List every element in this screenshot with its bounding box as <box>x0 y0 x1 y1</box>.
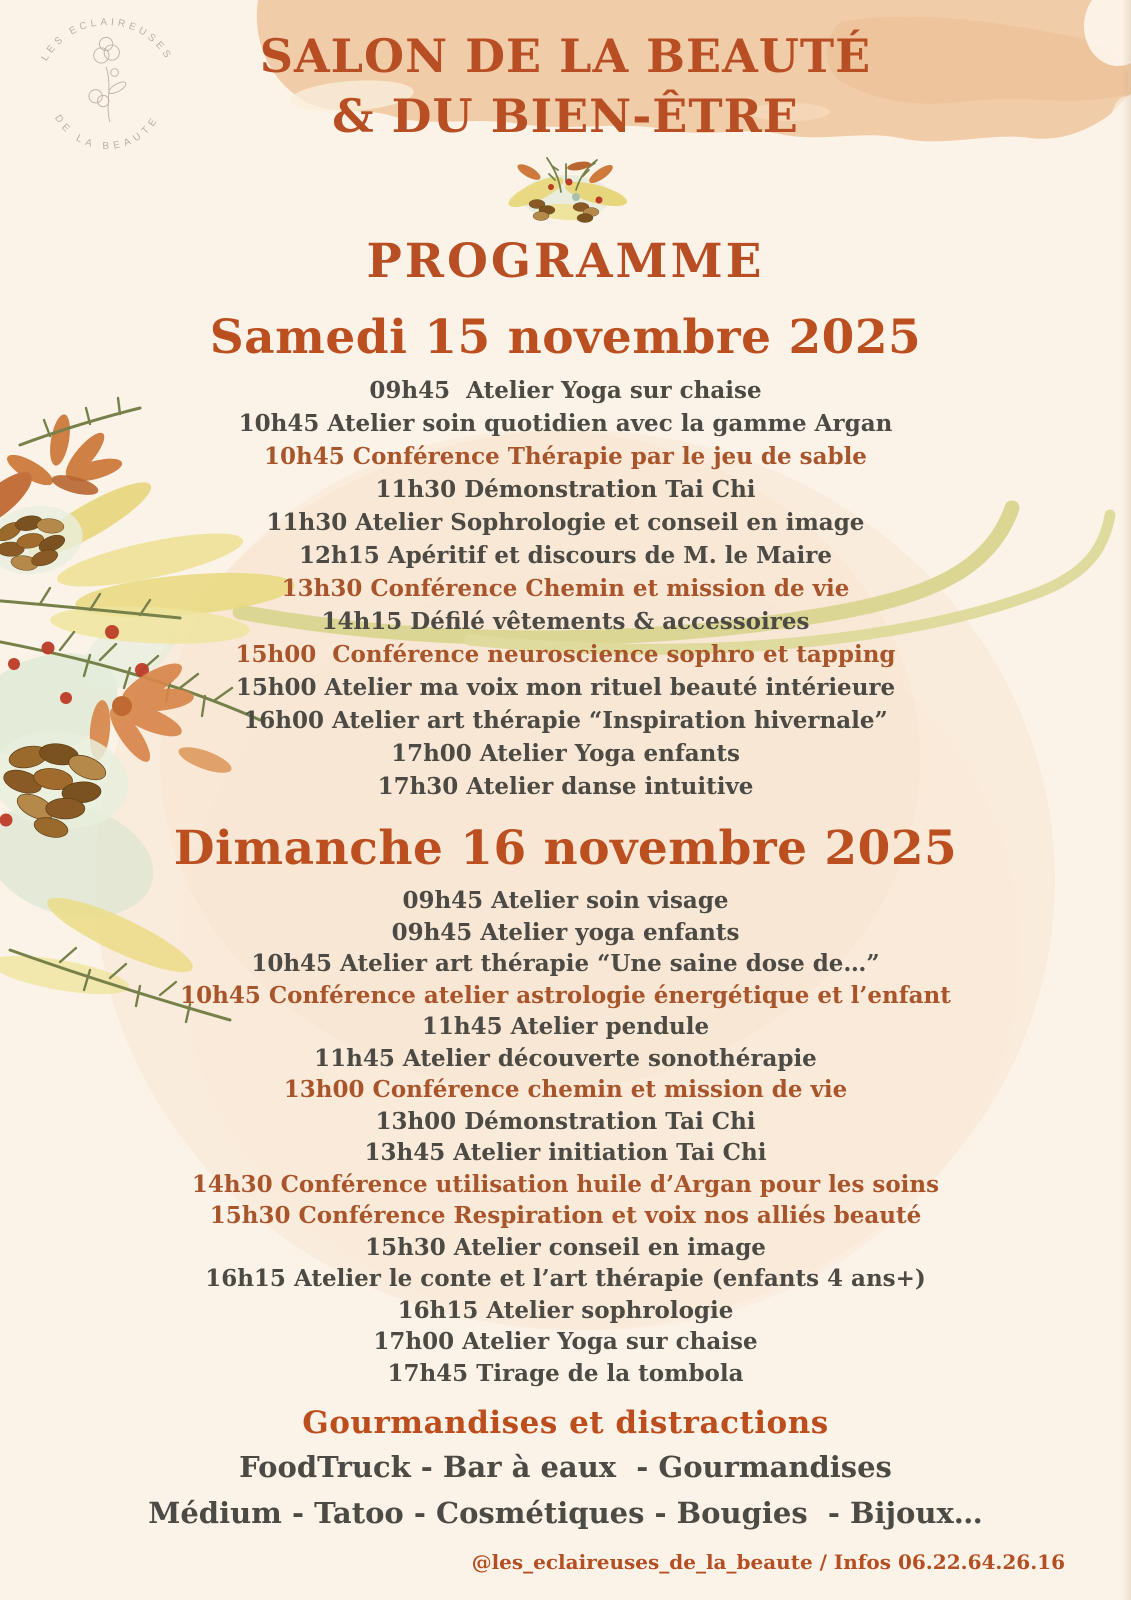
event-list-saturday <box>0 374 1131 803</box>
logo <box>12 6 202 181</box>
event-row: 10h45 Atelier soin quotidien avec la gamme Argan <box>238 410 893 437</box>
day-heading-saturday: Samedi 15 novembre 2025 <box>209 310 922 365</box>
event-row: 11h30 Démonstration Tai Chi <box>375 476 756 503</box>
event-row: 13h45 Atelier initiation Tai Chi <box>364 1139 767 1166</box>
logo-arc-top-text: LES ECLAIREUSES <box>39 16 175 64</box>
programme-heading: PROGRAMME <box>366 234 765 289</box>
day-section-saturday <box>0 310 1131 803</box>
event-row: 11h45 Atelier pendule <box>421 1013 710 1040</box>
extras-line-1: FoodTruck - Bar à eaux - Gourmandises <box>239 1450 892 1484</box>
event-row: 09h45 Atelier Yoga sur chaise <box>369 377 762 404</box>
day-section-sunday <box>0 821 1131 1389</box>
event-row-conference: 10h45 Conférence Thérapie par le jeu de sable <box>264 443 867 470</box>
event-row: 17h00 Atelier Yoga sur chaise <box>373 1328 758 1355</box>
event-row-conference: 13h00 Conférence chemin et mission de vie <box>283 1076 848 1103</box>
event-row-conference: 15h00 Conférence neuroscience sophro et tapping <box>235 641 896 668</box>
event-row: 12h15 Apéritif et discours de M. le Maire <box>298 542 833 569</box>
event-row: 15h00 Atelier ma voix mon rituel beauté intérieure <box>235 674 896 701</box>
svg-text:LES ECLAIREUSES <box>39 17 174 63</box>
event-row: 10h45 Atelier art thérapie “Une saine dose de…” <box>251 950 880 977</box>
event-row: 13h00 Démonstration Tai Chi <box>375 1107 756 1135</box>
event-row: 14h15 Défilé vêtements & accessoires <box>321 608 810 635</box>
event-row: 17h30 Atelier danse intuitive <box>377 773 754 800</box>
event-row-conference: 10h45 Conférence atelier astrologie énergétique et l’enfant <box>180 981 951 1009</box>
event-row: 17h45 Tirage de la tombola <box>387 1359 744 1387</box>
extras-heading: Gourmandises et distractions <box>302 1405 829 1441</box>
event-row: 16h00 Atelier art thérapie “Inspiration hivernale” <box>243 707 888 734</box>
footer-contact: @les_eclaireuses_de_la_beaute / Infos 06.22.64.26.16 <box>471 1550 1065 1574</box>
event-row: 09h45 Atelier yoga enfants <box>391 918 740 946</box>
event-row-conference: 15h30 Conférence Respiration et voix nos alliés beauté <box>209 1202 922 1229</box>
logo-flower-icon <box>89 37 128 122</box>
logo-arc-bottom-text: DE LA BEAUTE <box>52 113 162 152</box>
page-edge-shade <box>1122 0 1131 1600</box>
event-row: 16h15 Atelier sophrologie <box>397 1296 734 1324</box>
event-row-conference: 13h30 Conférence Chemin et mission de vie <box>281 575 850 602</box>
event-row: 16h15 Atelier le conte et l’art thérapie (enfants 4 ans+) <box>205 1265 926 1292</box>
event-row: 11h30 Atelier Sophrologie et conseil en image <box>266 509 865 536</box>
event-list-sunday <box>0 885 1131 1389</box>
title-line-1: SALON DE LA BEAUTÉ <box>259 29 872 83</box>
title-line-2: & DU BIEN-ÊTRE <box>332 89 799 143</box>
event-row: 15h30 Atelier conseil en image <box>365 1233 766 1261</box>
event-row-conference: 14h30 Conférence utilisation huile d’Argan pour les soins <box>191 1170 940 1198</box>
event-row: 17h00 Atelier Yoga enfants <box>391 740 740 767</box>
day-heading-sunday: Dimanche 16 novembre 2025 <box>173 821 958 876</box>
extras-line-2: Médium - Tatoo - Cosmétiques - Bougies - Bijoux… <box>148 1496 983 1530</box>
event-row: 11h45 Atelier découverte sonothérapie <box>314 1044 817 1072</box>
extras-section <box>0 1403 1131 1535</box>
svg-text:DE LA BEAUTE <box>52 113 162 152</box>
event-row: 09h45 Atelier soin visage <box>402 887 729 914</box>
